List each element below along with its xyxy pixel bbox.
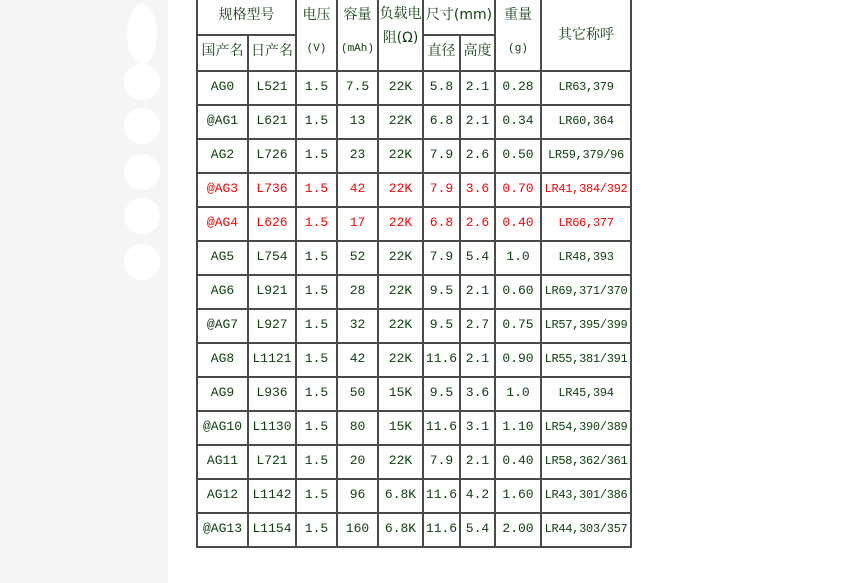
cell-capacity: 42 (337, 343, 378, 377)
cell-diameter: 7.9 (423, 139, 460, 173)
cell-diameter: 7.9 (423, 173, 460, 207)
cell-japanese-name: L921 (248, 275, 296, 309)
cell-load-resistance: 22K (378, 173, 423, 207)
table-row (197, 377, 631, 411)
cell-capacity: 23 (337, 139, 378, 173)
cell-domestic-name: AG8 (197, 343, 248, 377)
table-row (197, 241, 631, 275)
header-other-names: 其它称呼 (541, 0, 631, 71)
cell-height: 5.4 (460, 241, 495, 275)
cell-height: 2.1 (460, 105, 495, 139)
cell-weight: 0.40 (495, 207, 541, 241)
cell-load-resistance: 22K (378, 309, 423, 343)
header-voltage (296, 0, 337, 71)
cell-japanese-name: L754 (248, 241, 296, 275)
cell-other-names: LR59,379/96 (541, 139, 631, 173)
cell-other-names: LR55,381/391 (541, 343, 631, 377)
header-model: 规格型号 (197, 0, 296, 35)
decorative-blob (124, 244, 160, 280)
cell-load-resistance: 22K (378, 139, 423, 173)
cell-height: 3.6 (460, 173, 495, 207)
cell-voltage: 1.5 (296, 479, 337, 513)
cell-japanese-name: L626 (248, 207, 296, 241)
cell-height: 2.7 (460, 309, 495, 343)
cell-height: 2.1 (460, 71, 495, 105)
battery-spec-table (196, 0, 632, 548)
cell-capacity: 32 (337, 309, 378, 343)
decorative-blob (124, 108, 160, 144)
cell-load-resistance: 22K (378, 343, 423, 377)
table-row (197, 105, 631, 139)
cell-height: 5.4 (460, 513, 495, 547)
voltage-label: 电压 (302, 7, 331, 23)
cell-weight: 0.60 (495, 275, 541, 309)
cell-japanese-name: L736 (248, 173, 296, 207)
decorative-blob (124, 198, 160, 234)
cell-voltage: 1.5 (296, 207, 337, 241)
decorative-blob (127, 4, 157, 64)
cell-diameter: 11.6 (423, 343, 460, 377)
cell-diameter: 7.9 (423, 241, 460, 275)
table-row (197, 411, 631, 445)
cell-capacity: 160 (337, 513, 378, 547)
cell-domestic-name: @AG7 (197, 309, 248, 343)
cell-domestic-name: @AG1 (197, 105, 248, 139)
header-height: 高度 (460, 35, 495, 71)
cell-weight: 2.00 (495, 513, 541, 547)
capacity-label: 容量 (343, 7, 372, 23)
cell-voltage: 1.5 (296, 71, 337, 105)
cell-load-resistance: 15K (378, 411, 423, 445)
cell-load-resistance: 22K (378, 241, 423, 275)
cell-other-names: LR54,390/389 (541, 411, 631, 445)
cell-load-resistance: 22K (378, 207, 423, 241)
cell-diameter: 9.5 (423, 309, 460, 343)
cell-diameter: 9.5 (423, 275, 460, 309)
cell-weight: 1.10 (495, 411, 541, 445)
cell-japanese-name: L1121 (248, 343, 296, 377)
cell-capacity: 50 (337, 377, 378, 411)
cell-height: 2.1 (460, 275, 495, 309)
table-row (197, 139, 631, 173)
cell-weight: 0.90 (495, 343, 541, 377)
header-size: 尺寸(mm) (423, 0, 495, 35)
cell-capacity: 7.5 (337, 71, 378, 105)
cell-other-names: LR43,301/386 (541, 479, 631, 513)
table-row (197, 207, 631, 241)
left-sidebar-background (0, 0, 168, 583)
cell-weight: 0.40 (495, 445, 541, 479)
cell-voltage: 1.5 (296, 139, 337, 173)
cell-voltage: 1.5 (296, 411, 337, 445)
weight-unit: (g) (508, 43, 528, 55)
cell-voltage: 1.5 (296, 343, 337, 377)
cell-voltage: 1.5 (296, 377, 337, 411)
capacity-unit: (mAh) (340, 43, 374, 55)
cell-domestic-name: AG5 (197, 241, 248, 275)
cell-capacity: 42 (337, 173, 378, 207)
cell-load-resistance: 6.8K (378, 513, 423, 547)
cell-weight: 0.34 (495, 105, 541, 139)
header-capacity (337, 0, 378, 71)
table-row (197, 343, 631, 377)
cell-voltage: 1.5 (296, 173, 337, 207)
table-row (197, 173, 631, 207)
cell-japanese-name: L927 (248, 309, 296, 343)
cell-japanese-name: L1142 (248, 479, 296, 513)
cell-other-names: LR45,394 (541, 377, 631, 411)
table-row (197, 275, 631, 309)
decorative-blob (124, 154, 160, 190)
cell-voltage: 1.5 (296, 241, 337, 275)
cell-height: 3.6 (460, 377, 495, 411)
cell-height: 2.6 (460, 139, 495, 173)
cell-diameter: 11.6 (423, 411, 460, 445)
cell-diameter: 5.8 (423, 71, 460, 105)
cell-voltage: 1.5 (296, 309, 337, 343)
table-row (197, 71, 631, 105)
table-row (197, 309, 631, 343)
cell-japanese-name: L936 (248, 377, 296, 411)
header-domestic: 国产名 (197, 35, 248, 71)
cell-capacity: 13 (337, 105, 378, 139)
cell-diameter: 11.6 (423, 479, 460, 513)
cell-weight: 1.0 (495, 241, 541, 275)
cell-domestic-name: AG0 (197, 71, 248, 105)
cell-voltage: 1.5 (296, 275, 337, 309)
cell-domestic-name: AG6 (197, 275, 248, 309)
cell-diameter: 6.8 (423, 105, 460, 139)
voltage-unit: (V) (306, 43, 327, 55)
cell-height: 2.1 (460, 445, 495, 479)
cell-weight: 0.28 (495, 71, 541, 105)
cell-weight: 0.50 (495, 139, 541, 173)
cell-domestic-name: @AG13 (197, 513, 248, 547)
cell-other-names: LR58,362/361 (541, 445, 631, 479)
cell-weight: 1.60 (495, 479, 541, 513)
cell-diameter: 6.8 (423, 207, 460, 241)
cell-other-names: LR69,371/370 (541, 275, 631, 309)
cell-japanese-name: L726 (248, 139, 296, 173)
weight-label: 重量 (504, 7, 532, 23)
cell-domestic-name: @AG10 (197, 411, 248, 445)
cell-capacity: 96 (337, 479, 378, 513)
cell-load-resistance: 22K (378, 445, 423, 479)
cell-voltage: 1.5 (296, 513, 337, 547)
cell-voltage: 1.5 (296, 105, 337, 139)
table-row (197, 513, 631, 547)
cell-capacity: 20 (337, 445, 378, 479)
cell-other-names: LR57,395/399 (541, 309, 631, 343)
cell-domestic-name: AG11 (197, 445, 248, 479)
cell-domestic-name: @AG4 (197, 207, 248, 241)
cell-japanese-name: L1154 (248, 513, 296, 547)
cell-other-names: LR41,384/392 (541, 173, 631, 207)
cell-other-names: LR66,377 (541, 207, 631, 241)
cell-japanese-name: L521 (248, 71, 296, 105)
cell-japanese-name: L721 (248, 445, 296, 479)
cell-height: 3.1 (460, 411, 495, 445)
cell-domestic-name: AG2 (197, 139, 248, 173)
header-load-resistance: 负载电阻(Ω) (378, 0, 423, 71)
header-weight (495, 0, 541, 71)
cell-voltage: 1.5 (296, 445, 337, 479)
cell-capacity: 80 (337, 411, 378, 445)
cell-load-resistance: 22K (378, 275, 423, 309)
cell-weight: 0.70 (495, 173, 541, 207)
cell-capacity: 52 (337, 241, 378, 275)
cell-load-resistance: 22K (378, 105, 423, 139)
cell-capacity: 28 (337, 275, 378, 309)
cell-diameter: 9.5 (423, 377, 460, 411)
cell-height: 2.1 (460, 343, 495, 377)
cell-height: 2.6 (460, 207, 495, 241)
cell-domestic-name: AG9 (197, 377, 248, 411)
decorative-blob (124, 64, 160, 100)
cell-other-names: LR63,379 (541, 71, 631, 105)
cell-capacity: 17 (337, 207, 378, 241)
cell-diameter: 7.9 (423, 445, 460, 479)
header-japanese: 日产名 (248, 35, 296, 71)
cell-other-names: LR48,393 (541, 241, 631, 275)
cell-weight: 1.0 (495, 377, 541, 411)
header-diameter: 直径 (423, 35, 460, 71)
cell-height: 4.2 (460, 479, 495, 513)
cell-load-resistance: 15K (378, 377, 423, 411)
cell-diameter: 11.6 (423, 513, 460, 547)
table-row (197, 445, 631, 479)
cell-load-resistance: 22K (378, 71, 423, 105)
table-row (197, 479, 631, 513)
cell-other-names: LR60,364 (541, 105, 631, 139)
cell-other-names: LR44,303/357 (541, 513, 631, 547)
cell-domestic-name: @AG3 (197, 173, 248, 207)
cell-load-resistance: 6.8K (378, 479, 423, 513)
cell-japanese-name: L621 (248, 105, 296, 139)
cell-japanese-name: L1130 (248, 411, 296, 445)
cell-weight: 0.75 (495, 309, 541, 343)
cell-domestic-name: AG12 (197, 479, 248, 513)
